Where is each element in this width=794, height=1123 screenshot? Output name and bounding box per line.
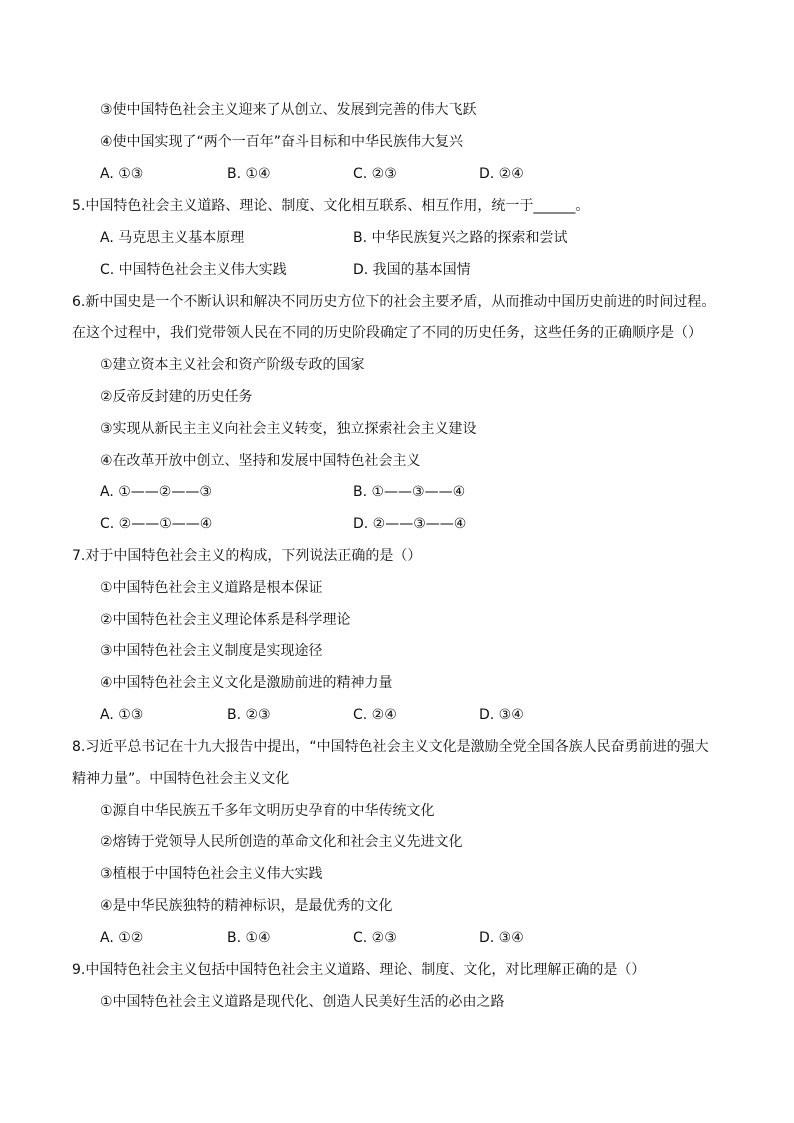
q5-option-b: B. 中华民族复兴之路的探索和尝试	[353, 230, 568, 246]
q8-option-c: C. ②③	[353, 930, 397, 946]
q5-stem: 5.中国特色社会主义道路、理论、制度、文化相互联系、相互作用，统一于______。	[72, 198, 590, 214]
q6-option-a: A. ①——②——③	[100, 484, 212, 500]
q7-option-b: B. ②③	[227, 707, 271, 723]
q8-option-b: B. ①④	[227, 930, 271, 946]
q7-item-1: ①中国特色社会主义道路是根本保证	[100, 580, 323, 596]
q7-item-2: ②中国特色社会主义理论体系是科学理论	[100, 612, 351, 628]
q8-item-1: ①源自中华民族五千多年文明历史孕育的中华传统文化	[100, 803, 435, 819]
q4-option-d: D. ②④	[479, 166, 524, 182]
q6-item-1: ①建立资本主义社会和资产阶级专政的国家	[100, 357, 365, 373]
q8-option-d: D. ③④	[479, 930, 524, 946]
q6-option-b: B. ①——③——④	[353, 484, 466, 500]
q4-option-c: C. ②③	[353, 166, 397, 182]
q4-option-b: B. ①④	[227, 166, 271, 182]
q6-option-d: D. ②——③——④	[353, 516, 467, 532]
q7-option-a: A. ①③	[100, 707, 144, 723]
q7-item-4: ④中国特色社会主义文化是激励前进的精神力量	[100, 675, 393, 691]
q4-item-3: ③使中国特色社会主义迎来了从创立、发展到完善的伟大飞跃	[100, 102, 477, 118]
q8-item-3: ③植根于中国特色社会主义伟大实践	[100, 866, 323, 882]
q4-item-4: ④使中国实现了“两个一百年”奋斗目标和中华民族伟大复兴	[100, 134, 464, 150]
q8-item-2: ②熔铸于党领导人民所创造的革命文化和社会主义先进文化	[100, 834, 463, 850]
q5-option-a: A. 马克思主义基本原理	[100, 230, 245, 246]
q7-stem: 7.对于中国特色社会主义的构成，下列说法正确的是（）	[72, 548, 422, 564]
q6-stem-line2: 在这个过程中，我们党带领人民在不同的历史阶段确定了不同的历史任务，这些任务的正确顺序是（）	[72, 325, 702, 341]
q7-option-d: D. ③④	[479, 707, 524, 723]
q6-stem-line1: 6.新中国史是一个不断认识和解决不同历史方位下的社会主要矛盾，从而推动中国历史前进的时间过程。	[72, 294, 716, 310]
q5-option-c: C. 中国特色社会主义伟大实践	[100, 262, 287, 278]
q6-item-4: ④在改革开放中创立、坚持和发展中国特色社会主义	[100, 453, 421, 469]
q6-option-c: C. ②——①——④	[100, 516, 213, 532]
q6-item-3: ③实现从新民主主义向社会主义转变，独立探索社会主义建设	[100, 421, 477, 437]
q5-option-d: D. 我国的基本国情	[353, 262, 471, 278]
q9-stem: 9.中国特色社会主义包括中国特色社会主义道路、理论、制度、文化，对比理解正确的是（）	[72, 962, 646, 978]
q7-option-c: C. ②④	[353, 707, 397, 723]
q8-stem-line2: 精神力量”。中国特色社会主义文化	[72, 771, 290, 787]
q8-option-a: A. ①②	[100, 930, 144, 946]
q4-option-a: A. ①③	[100, 166, 144, 182]
q8-stem-line1: 8.习近平总书记在十九大报告中提出，“中国特色社会主义文化是激励全党全国各族人民奋勇前进的强大	[72, 739, 709, 755]
q6-item-2: ②反帝反封建的历史任务	[100, 389, 253, 405]
q8-item-4: ④是中华民族独特的精神标识，是最优秀的文化	[100, 898, 393, 914]
q9-item-1: ①中国特色社会主义道路是现代化、创造人民美好生活的必由之路	[100, 994, 505, 1010]
q7-item-3: ③中国特色社会主义制度是实现途径	[100, 643, 323, 659]
